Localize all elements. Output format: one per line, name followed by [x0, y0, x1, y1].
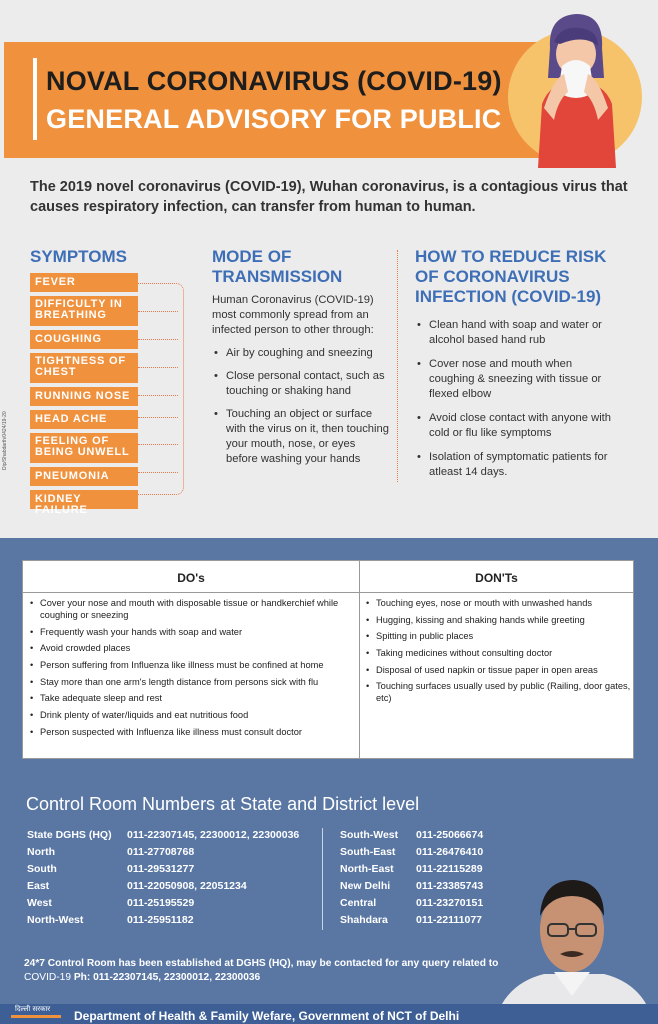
do-item: • Stay more than one arm's length distance from persons sick with flu: [29, 676, 355, 688]
control-row: [340, 844, 483, 861]
district-number: 011-26476410: [416, 846, 484, 858]
control-row: [340, 861, 483, 878]
district-name: North-West: [27, 914, 84, 926]
title-line1: NOVAL CORONAVIRUS (COVID-19): [46, 66, 502, 96]
district-number: 011-25951182: [127, 914, 194, 926]
dont-item: • Taking medicines without consulting doctor: [365, 647, 631, 659]
table-divider: [359, 561, 360, 758]
symptom-item: TIGHTNESS OF CHEST: [30, 353, 138, 383]
dos-heading: DO's: [177, 571, 205, 585]
district-name: State DGHS (HQ): [27, 829, 112, 841]
table-header-row: [23, 561, 633, 593]
symptoms-heading: SYMPTOMS: [30, 247, 127, 266]
reduce-risk-bullet: • Isolation of symptomatic patients for atleast 14 days.: [415, 450, 615, 480]
delhi-govt-logo: [3, 1004, 65, 1024]
dont-item: • Spitting in public places: [365, 630, 631, 642]
district-number: 011-27708768: [127, 846, 195, 858]
symptom-item: FEELING OF BEING UNWELL: [30, 433, 138, 463]
connector-tick: [138, 444, 178, 445]
district-number: 011-25066674: [416, 829, 484, 841]
transmission-intro: Human Coronavirus (COVID-19) most commonly spread from an infected person to other through:: [212, 294, 374, 336]
symptoms-list: [30, 273, 138, 516]
header-band: [4, 42, 564, 158]
connector-tick: [138, 417, 178, 418]
note-part3: Ph: 011-22307145, 22300012, 22300036: [73, 972, 261, 983]
symptom-item: HEAD ACHE: [30, 410, 138, 429]
title-line2: GENERAL ADVISORY FOR PUBLIC: [46, 104, 502, 134]
control-row: [340, 827, 483, 844]
connector-tick: [138, 311, 178, 312]
district-number: 011-22111077: [416, 914, 482, 926]
do-item: • Cover your nose and mouth with disposable tissue or handkerchief while coughing or sneezing: [29, 597, 355, 621]
control-room-note: [24, 957, 504, 985]
transmission-heading-line1: MODE OF: [212, 247, 292, 266]
dos-list: [29, 597, 355, 743]
district-name: North: [27, 846, 55, 858]
connector-tick: [138, 339, 178, 340]
control-row: [27, 878, 299, 895]
do-item: • Person suffering from Influenza like illness must be confined at home: [29, 659, 355, 671]
district-name: South-East: [340, 846, 396, 858]
connector-tick: [138, 472, 178, 473]
side-code: Dip/Shabdarth/0424/19-20: [2, 411, 8, 470]
dont-item: • Hugging, kissing and shaking hands while greeting: [365, 614, 631, 626]
district-number: 011-22307145, 22300012, 22300036: [127, 829, 300, 841]
district-number: 011-22050908, 22051234: [127, 880, 247, 892]
control-divider: [322, 828, 323, 930]
district-name: Shahdara: [340, 914, 388, 926]
symptom-connector: [138, 283, 184, 495]
transmission-bullet: • Air by coughing and sneezing: [212, 346, 390, 361]
control-row: [340, 878, 483, 895]
reduce-risk-heading-line2: OF CORONAVIRUS: [415, 267, 570, 286]
dos-donts-table: [22, 560, 634, 759]
note-part2: COVID-19: [24, 972, 71, 983]
symptom-item: FEVER: [30, 273, 138, 292]
official-portrait: [484, 866, 658, 1024]
control-row: [27, 827, 299, 844]
transmission-body: [212, 293, 390, 467]
control-room-title: Control Room Numbers at State and District level: [26, 794, 420, 814]
symptom-item: COUGHING: [30, 330, 138, 349]
connector-tick: [138, 367, 178, 368]
header-accent-bar: [33, 58, 37, 140]
district-number: 011-25195529: [127, 897, 195, 909]
sneezing-woman-illustration: [520, 8, 628, 168]
intro-paragraph: The 2019 novel coronavirus (COVID-19), Wuhan coronavirus, is a contagious virus that causes respiratory infection, can transfer from human to human.: [30, 179, 628, 215]
reduce-risk-bullet: • Cover nose and mouth when coughing & sneezing with tissue or flexed elbow: [415, 357, 615, 402]
district-name: Central: [340, 897, 377, 909]
district-name: New Delhi: [340, 880, 391, 892]
control-room-left-table: [27, 827, 299, 929]
transmission-bullet: • Touching an object or surface with the virus on it, then touching your mouth, nose, or eyes before washing your hands: [212, 407, 390, 467]
reduce-risk-bullet: • Clean hand with soap and water or alcohol based hand rub: [415, 318, 615, 348]
donts-list: [365, 597, 631, 709]
logo-text: दिल्ली सरकार: [15, 1005, 51, 1013]
control-row: [340, 912, 483, 929]
district-name: East: [27, 880, 50, 892]
reduce-risk-heading-line3: INFECTION (COVID-19): [415, 287, 602, 306]
reduce-risk-heading-line1: HOW TO REDUCE RISK: [415, 247, 607, 266]
transmission-heading-line2: TRANSMISSION: [212, 267, 343, 286]
do-item: • Person suspected with Influenza like illness must consult doctor: [29, 726, 355, 738]
district-number: 011-23385743: [416, 880, 484, 892]
district-number: 011-29531277: [127, 863, 195, 875]
symptom-item: DIFFICULTY IN BREATHING: [30, 296, 138, 326]
do-item: • Avoid crowded places: [29, 642, 355, 654]
reduce-risk-body: [415, 310, 615, 480]
district-number: 011-22115289: [416, 863, 483, 875]
reduce-risk-heading: [415, 247, 606, 307]
footer-text: Department of Health & Family Wefare, Government of NCT of Delhi: [74, 1009, 460, 1023]
do-item: • Take adequate sleep and rest: [29, 692, 355, 704]
transmission-bullet: • Close personal contact, such as touching or shaking hand: [212, 369, 390, 399]
reduce-risk-bullet: • Avoid close contact with anyone with cold or flu like symptoms: [415, 411, 615, 441]
control-row: [27, 844, 299, 861]
column-divider: [397, 250, 398, 482]
dont-item: • Touching surfaces usually used by public (Railing, door gates, etc): [365, 680, 631, 704]
control-row: [27, 895, 299, 912]
control-row: [27, 912, 299, 929]
control-row: [340, 895, 483, 912]
district-number: 011-23270151: [416, 897, 484, 909]
control-room-right-table: [340, 827, 483, 929]
district-name: West: [27, 897, 52, 909]
note-part1: 24*7 Control Room has been established at DGHS (HQ), may be contacted for any query related to: [24, 958, 499, 969]
dont-item: • Disposal of used napkin or tissue paper in open areas: [365, 664, 631, 676]
district-name: South-West: [340, 829, 399, 841]
district-name: South: [27, 863, 57, 875]
control-row: [27, 861, 299, 878]
transmission-heading: [212, 247, 342, 287]
donts-heading: DON'Ts: [475, 571, 518, 585]
connector-tick: [138, 395, 178, 396]
logo-stripe: [11, 1015, 61, 1018]
symptom-item: KIDNEY FAILURE: [30, 490, 138, 509]
do-item: • Frequently wash your hands with soap and water: [29, 626, 355, 638]
symptom-item: RUNNING NOSE: [30, 387, 138, 406]
do-item: • Drink plenty of water/liquids and eat nutritious food: [29, 709, 355, 721]
dont-item: • Touching eyes, nose or mouth with unwashed hands: [365, 597, 631, 609]
symptom-item: PNEUMONIA: [30, 467, 138, 486]
district-name: North-East: [340, 863, 394, 875]
